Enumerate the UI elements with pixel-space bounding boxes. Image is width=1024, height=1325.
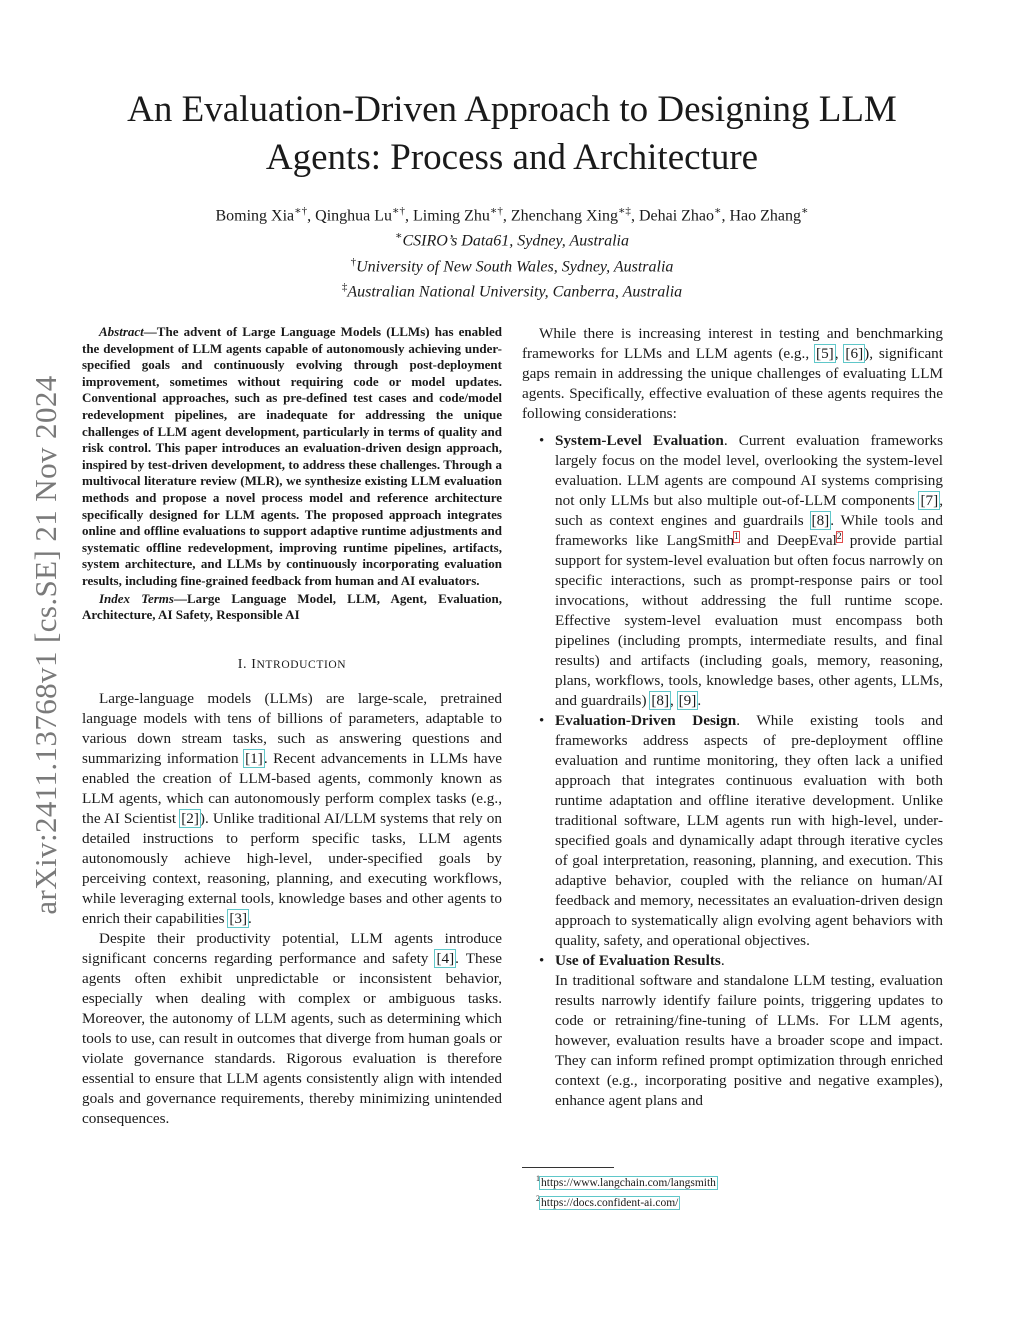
citation-link[interactable]: [1] (245, 749, 263, 767)
index-terms (82, 591, 502, 624)
citation-link[interactable]: [7] (920, 492, 939, 509)
author-name: Zhenchang Xing (510, 207, 618, 225)
citation-link[interactable]: [5] (816, 345, 834, 362)
list-item-evaluation-driven-design: • Evaluation-Driven Design. While existing tools and frameworks address aspects of pre-deployment offline evaluation and runtime monitoring, they often lack a unified approach that integrates continuous evaluation with both runtime adaptation and offline iterative development. Unlike traditional software, LLM agents run with high-level, under-specified goals and dynamically adapt through iterative cycles of goal interpretation, reasoning, planning, and execution. This adaptive behavior, coupled with the reliance on human/AI feedback and memory, necessitates an evaluation-driven design approach to systematically align evolving agent behaviors with quality, safety, and operational objectives. (522, 711, 943, 951)
author-marks: ∗ (801, 205, 809, 217)
footnote-ref-1[interactable]: 1 (734, 531, 739, 542)
author-name: Dehai Zhao (638, 207, 715, 225)
right-paragraph-1: While there is increasing interest in testing and benchmarking frameworks for LLMs and LLM agents (e.g., [5], [6]), significant gaps remain in addressing the unique challenges of evaluating LLM agents. Specifically, effective evaluation of these agents requires the following considerations: (522, 325, 943, 422)
author-block (60, 201, 964, 302)
intro-paragraph-1: Large-language models (LLMs) are large-scale, pretrained language models with tens of billions of parameters, adaptable to various down stream tasks, such as answering questions and summarizing information [1]. Recent advancements in LLMs have enabled the creation of LLM-based agents, commonly known as LLM agents, which can autonomously perform complex tasks (e.g., the AI Scientist [2]). Unlike traditional AI/LLM systems that rely on detailed instructions to perform specific tasks, LLM agents autonomously achieve high-level, under-specified goals by perceiving context, reasoning, planning, and executing workflows, while leveraging external tools, knowledge bases and other agents to enrich their capabilities [3]. (82, 689, 503, 927)
index-terms-label: Index Terms (99, 590, 174, 606)
list-item-use-of-evaluation-results: • Use of Evaluation Results. In traditional software and standalone LLM testing, evaluation results narrowly identify failure points, triggering updates to code or retraining/fine-tuning of LLMs. For LLM agents, however, evaluation results have a broader scope and impact. They can inform refined prompt optimization through enriched context (e.g., incorporating positive and negative examples), enhance agent plans and (522, 951, 943, 1111)
right-column (522, 324, 943, 1111)
author-marks: ∗‡ (617, 205, 631, 217)
abstract-label: Abstract (99, 324, 144, 339)
abstract (82, 324, 502, 590)
affiliation-unsw: †University of New South Wales, Sydney, Australia (350, 255, 674, 275)
abstract-text: —The advent of Large Language Models (LLMs) has enabled the development of LLM agents capable of autonomously achieving under-specified goals and continuously evolving through post-deployment improvement, sometimes without requiring code or model updates. Conventional approaches, such as pre-defined test cases and code/model redevelopment pipelines, are inadequate for addressing the unique challenges of LLM agent development, particularly in terms of quality and risk control. This paper introduces an evaluation-driven design approach, inspired by test-driven development, to address these challenges. Through a multivocal literature review (MLR), we synthesize existing LLM evaluation methods and propose a novel process model and reference architecture specifically designed for LLM agents. The proposed approach integrates online and offline evaluations to support adaptive runtime adjustments and systematic offline redevelopment, improving runtime pipelines, artifacts, system architecture, and LLMs by continuously incorporating evaluation results, including fine-grained feedback from human and AI evaluators. (82, 324, 502, 588)
paper-title-line-1: An Evaluation-Driven Approach to Designing LLM (127, 89, 897, 130)
affiliation-anu: ‡Australian National University, Canberra, Australia (341, 280, 683, 301)
affiliation-csiro: ∗CSIRO’s Data61, Sydney, Australia (395, 230, 629, 250)
citation-link[interactable]: [8] (651, 692, 670, 709)
author-marks: ∗† (294, 205, 308, 217)
footnote-2: $^2$https://docs.confident-ai.com/ (536, 1193, 679, 1209)
citation-link[interactable]: [9] (678, 692, 697, 709)
author-name: Hao Zhang (729, 207, 802, 225)
footnotes (536, 1171, 717, 1211)
paper-title (60, 86, 964, 182)
author-marks: ∗† (489, 205, 503, 217)
footnote-link-deepeval[interactable]: https://docs.confident-ai.com/ (541, 1196, 679, 1209)
footnote-ref-2[interactable]: 2 (836, 531, 842, 542)
list-item-system-level-evaluation: • System-Level Evaluation. Current evaluation frameworks largely focus on the model level, overlooking the system-level evaluation. LLM agents are compound AI systems comprising not only LLMs but also multiple out-of-LLM components [7], such as context engines and guardrails [8]. While tools and frameworks like LangSmith$^1$ and DeepEval$^2$ provide partial support for system-level evaluation but often focus narrowly on specific interactions, such as prompt-response pairs or tool invocations, without addressing the full runtime scope. Effective system-level evaluation must encompass both pipelines (including prompts, intermediate results, and final results) and artifacts (including goals, memory, reasoning, plans, workflows, tools, knowledge bases, other agents, LLMs, and guardrails) [8], [9]. (522, 431, 943, 711)
author-marks: ∗ (714, 205, 722, 217)
author-name: Qinghua Lu (315, 207, 393, 225)
citation-link[interactable]: [6] (845, 345, 864, 362)
arxiv-id-text: arXiv:2411.13768v1 [cs.SE] 21 Nov 2024 (28, 375, 63, 915)
footnote-link-langsmith[interactable]: https://www.langchain.com/langsmith (541, 1176, 716, 1189)
citation-link[interactable]: [2] (181, 809, 199, 827)
considerations-list (522, 431, 943, 1111)
footnote-1: $^1$https://www.langchain.com/langsmith (536, 1174, 716, 1189)
author-name: Boming Xia (215, 207, 295, 225)
arxiv-identifier-sidebar (26, 350, 66, 940)
citation-link[interactable]: [4] (436, 949, 455, 967)
citation-link[interactable]: [3] (229, 909, 248, 927)
author-list: Boming Xia∗†, Qinghua Lu∗†, Liming Zhu∗†, Zhenchang Xing∗‡, Dehai Zhao∗, Hao Zhang∗ (215, 205, 809, 225)
left-column (82, 324, 502, 1129)
paper-title-line-2: Agents: Process and Architecture (265, 137, 759, 178)
author-name: Liming Zhu (413, 207, 490, 225)
intro-paragraph-2: Despite their productivity potential, LLM agents introduce significant concerns regarding performance and safety [4]. These agents often exhibit unpredictable or inconsistent behavior, especially when dealing with complex or ambiguous tasks. Moreover, the autonomy of LLM agents, such as determining which tools to use, can result in outcomes that diverge from human goals or violate governance standards. Rigorous evaluation is therefore essential to ensure that LLM agents consistently align with intended goals and governance requirements, thereby minimizing unintended consequences. (82, 929, 502, 1127)
section-heading-introduction: I. INTRODUCTION (237, 656, 347, 672)
citation-link[interactable]: [8] (811, 512, 830, 529)
author-marks: ∗† (392, 205, 405, 217)
index-terms-text: —Large Language Model, LLM, Agent, Evaluation, Architecture, AI Safety, Responsible AI (82, 590, 502, 623)
